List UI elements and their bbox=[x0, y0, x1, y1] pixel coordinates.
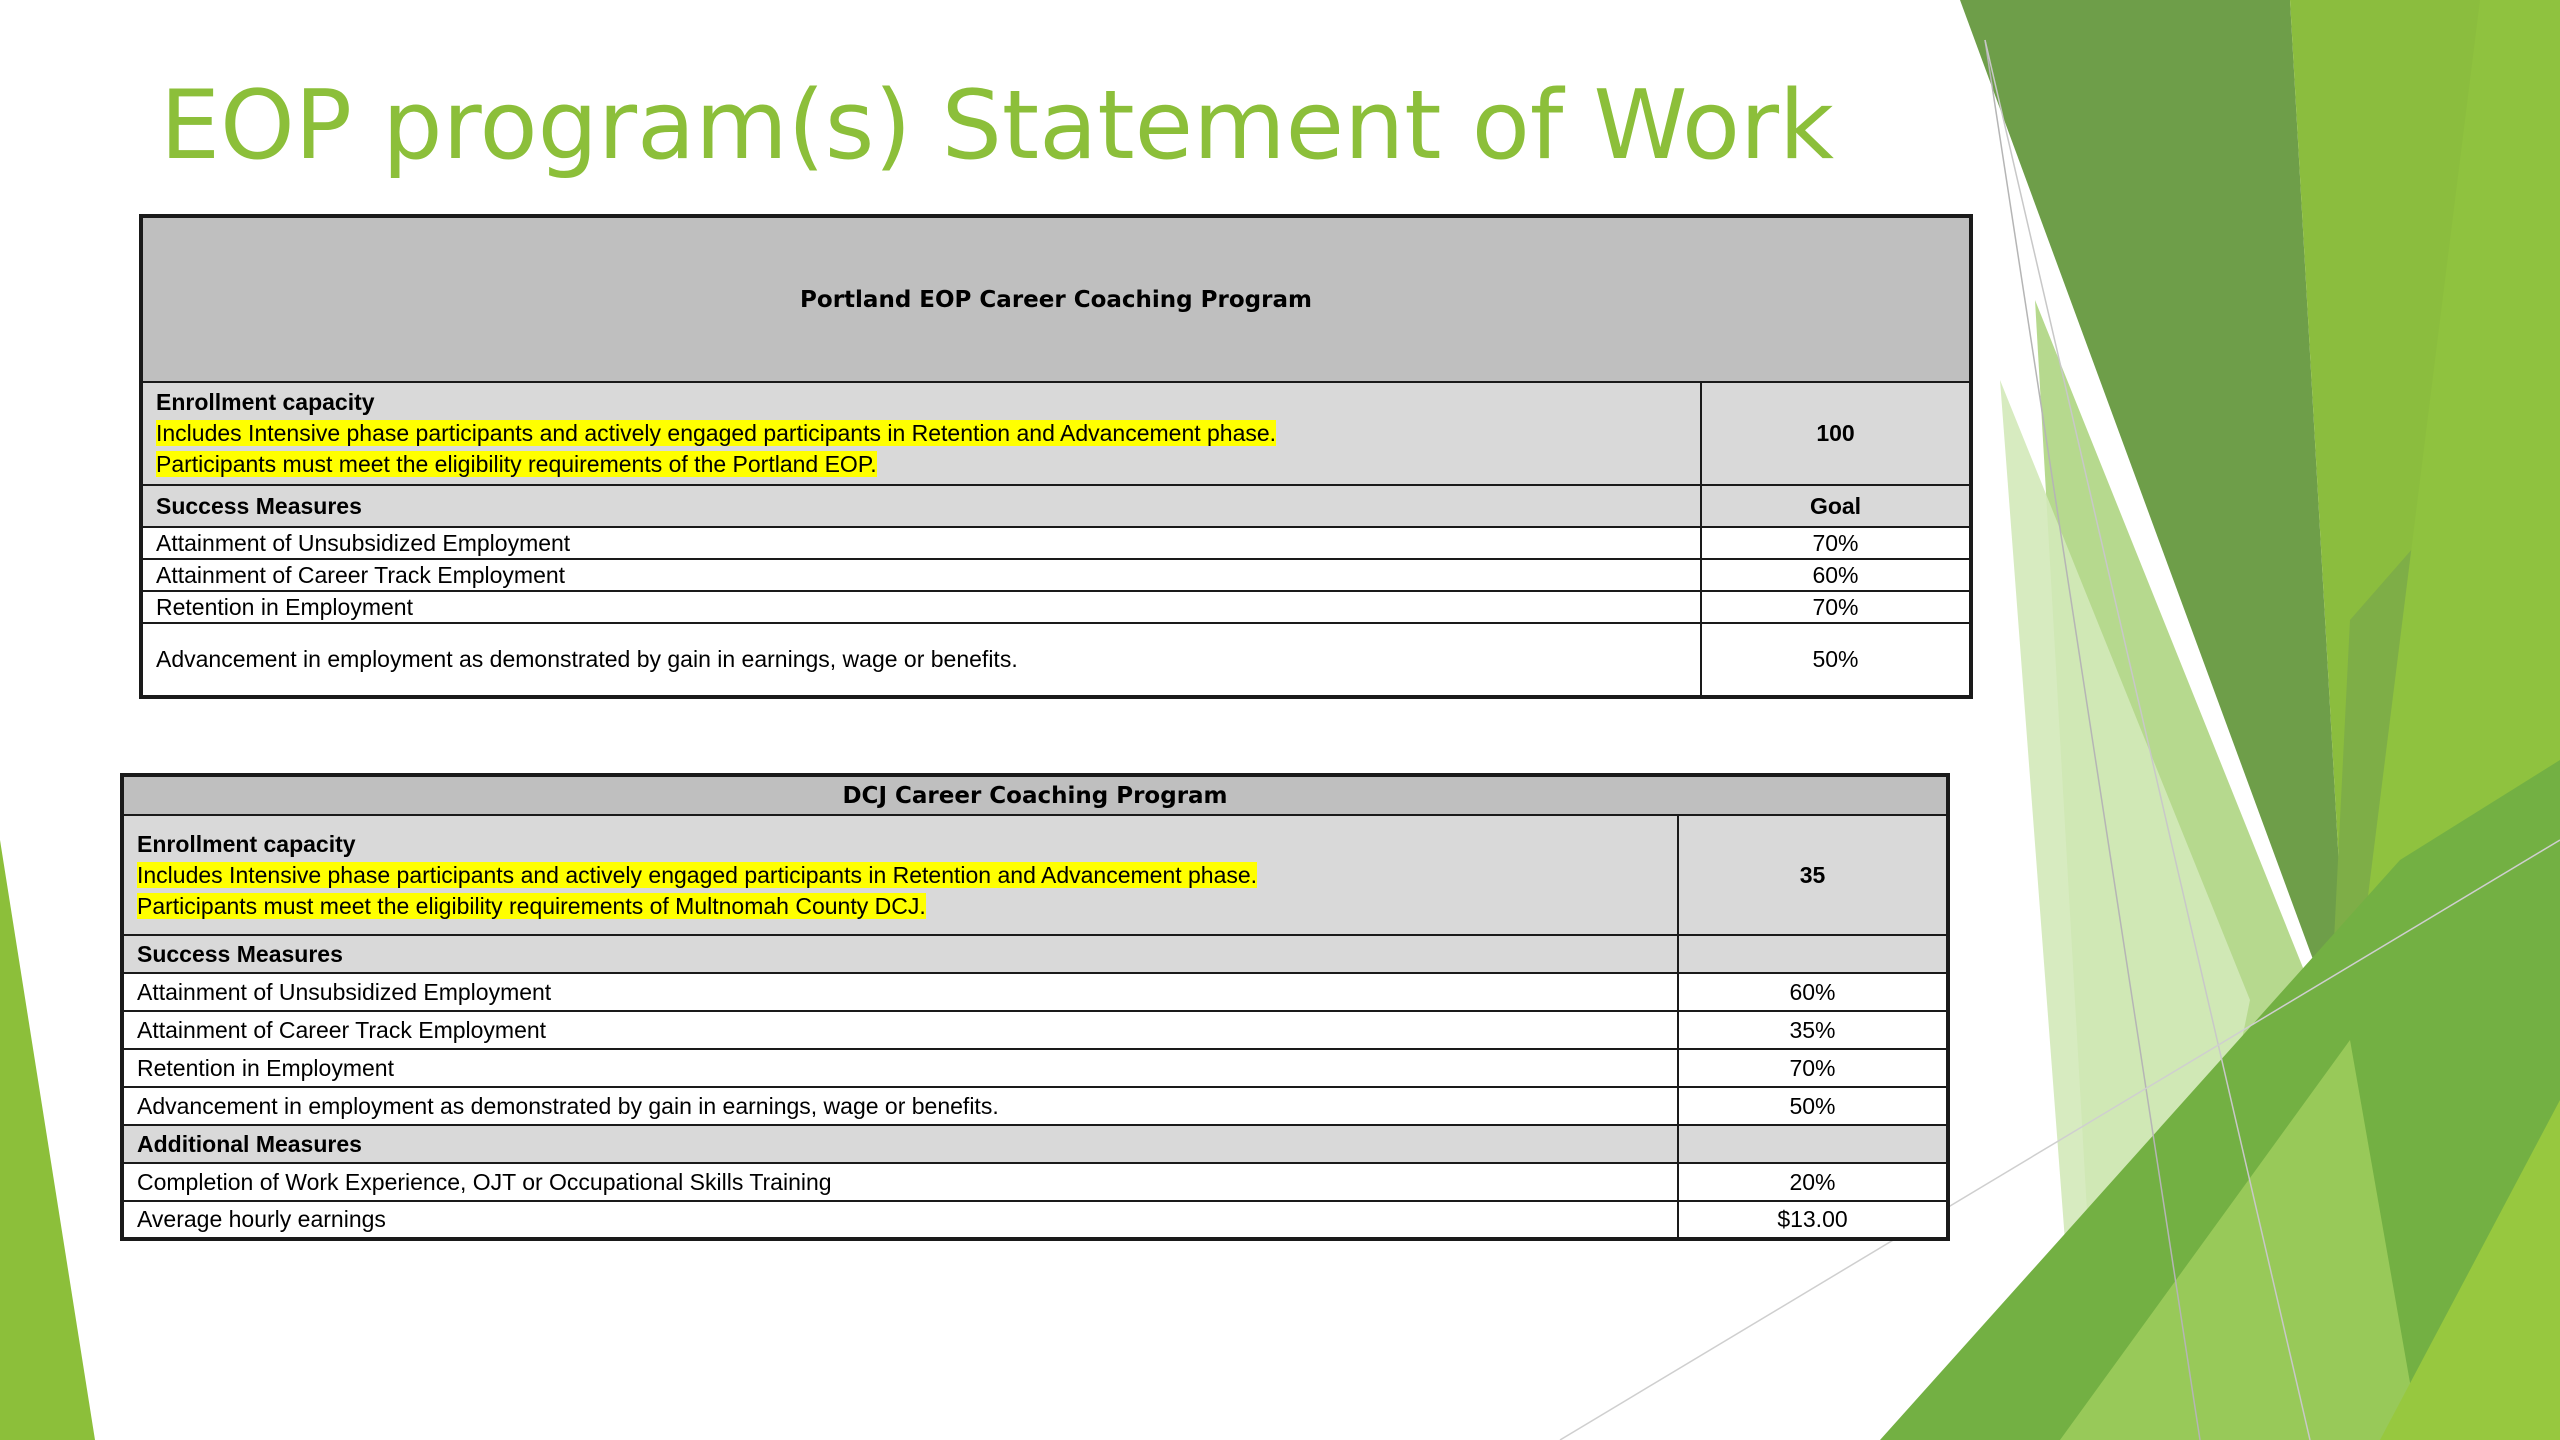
portland-table-title: Portland EOP Career Coaching Program bbox=[141, 216, 1971, 382]
success-measures-header: Success Measures bbox=[141, 485, 1701, 527]
dcj-success-header-row bbox=[122, 935, 1948, 973]
enrollment-note-eligibility: Participants must meet the eligibility requirements of the Portland EOP. bbox=[156, 451, 877, 477]
measure-cell: Advancement in employment as demonstrated by gain in earnings, wage or benefits. bbox=[141, 623, 1701, 697]
table-row bbox=[141, 527, 1971, 559]
goal-cell: 70% bbox=[1678, 1049, 1948, 1087]
goal-header-empty bbox=[1678, 935, 1948, 973]
goal-cell: 50% bbox=[1701, 623, 1971, 697]
measure-cell: Attainment of Career Track Employment bbox=[122, 1011, 1678, 1049]
dcj-program-table bbox=[120, 773, 1950, 1241]
additional-goal-empty bbox=[1678, 1125, 1948, 1163]
dcj-enrollment-row bbox=[122, 815, 1948, 935]
enrollment-capacity-label: Enrollment capacity bbox=[156, 389, 375, 415]
dcj-enrollment-cell bbox=[122, 815, 1678, 935]
measure-cell: Retention in Employment bbox=[122, 1049, 1678, 1087]
measure-cell: Attainment of Unsubsidized Employment bbox=[122, 973, 1678, 1011]
portland-success-header-row bbox=[141, 485, 1971, 527]
goal-cell: 60% bbox=[1678, 973, 1948, 1011]
goal-cell: $13.00 bbox=[1678, 1201, 1948, 1239]
portland-program-table bbox=[139, 214, 1973, 699]
measure-cell: Attainment of Unsubsidized Employment bbox=[141, 527, 1701, 559]
slide-title: EOP program(s) Statement of Work bbox=[160, 71, 1835, 181]
goal-cell: 70% bbox=[1701, 527, 1971, 559]
goal-cell: 35% bbox=[1678, 1011, 1948, 1049]
goal-cell: 70% bbox=[1701, 591, 1971, 623]
table-row bbox=[122, 1049, 1948, 1087]
goal-cell: 20% bbox=[1678, 1163, 1948, 1201]
dcj-additional-header-row bbox=[122, 1125, 1948, 1163]
success-measures-header: Success Measures bbox=[122, 935, 1678, 973]
enrollment-note-intensive: Includes Intensive phase participants and actively engaged participants in Retention and Advancement phase. bbox=[156, 420, 1277, 446]
portland-enrollment-row bbox=[141, 382, 1971, 485]
measure-cell: Advancement in employment as demonstrated by gain in earnings, wage or benefits. bbox=[122, 1087, 1678, 1125]
portland-enrollment-value: 100 bbox=[1701, 382, 1971, 485]
enrollment-capacity-label: Enrollment capacity bbox=[137, 830, 356, 857]
table-row bbox=[141, 591, 1971, 623]
measure-cell: Retention in Employment bbox=[141, 591, 1701, 623]
dcj-table-title: DCJ Career Coaching Program bbox=[122, 775, 1948, 815]
measure-cell: Completion of Work Experience, OJT or Occupational Skills Training bbox=[122, 1163, 1678, 1201]
goal-cell: 50% bbox=[1678, 1087, 1948, 1125]
table-row bbox=[122, 1087, 1948, 1125]
enrollment-note-eligibility: Participants must meet the eligibility requirements of Multnomah County DCJ. bbox=[137, 892, 926, 919]
portland-enrollment-cell bbox=[141, 382, 1701, 485]
additional-measures-header: Additional Measures bbox=[122, 1125, 1678, 1163]
facet-left-green bbox=[0, 840, 95, 1440]
measure-cell: Average hourly earnings bbox=[122, 1201, 1678, 1239]
table-row bbox=[141, 623, 1971, 697]
dcj-enrollment-value: 35 bbox=[1678, 815, 1948, 935]
table-row bbox=[141, 559, 1971, 591]
measure-cell: Attainment of Career Track Employment bbox=[141, 559, 1701, 591]
table-row bbox=[122, 973, 1948, 1011]
table-row bbox=[122, 1163, 1948, 1201]
table-row bbox=[122, 1201, 1948, 1239]
goal-cell: 60% bbox=[1701, 559, 1971, 591]
enrollment-note-intensive: Includes Intensive phase participants and actively engaged participants in Retention and Advancement phase. bbox=[137, 861, 1258, 888]
goal-header: Goal bbox=[1701, 485, 1971, 527]
table-row bbox=[122, 1011, 1948, 1049]
